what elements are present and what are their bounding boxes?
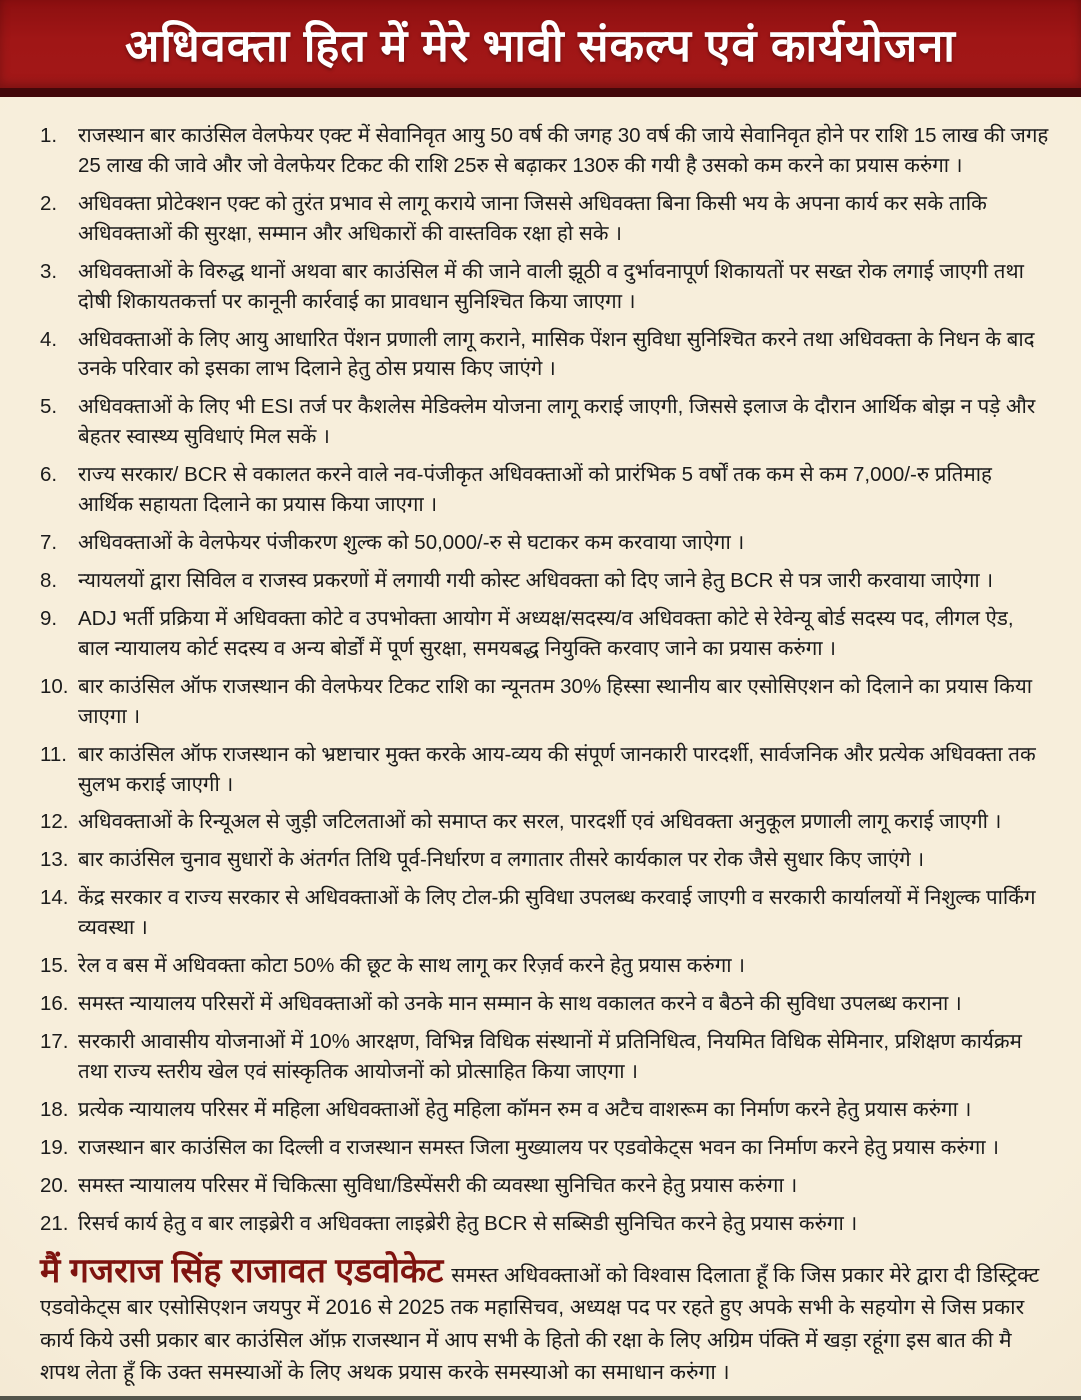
list-item (40, 1171, 1049, 1201)
list-item (40, 1027, 1049, 1087)
item-text: बार काउंसिल चुनाव सुधारों के अंतर्गत तिथि पूर्व-निर्धारण व लगातार तीसरे कार्यकाल पर रोक जैसे सुधार किए जाएंगे । (78, 848, 925, 872)
item-text: बार काउंसिल ऑफ राजस्थान की वेलफेयर टिकट राशि का न्यूनतम 30% हिस्सा स्थानीय बार एसोसिएशन को दिलाने का प्रयास किया जाएगा । (78, 674, 1033, 728)
item-number: 21. (40, 1211, 69, 1235)
item-text: सरकारी आवासीय योजनाओं में 10% आरक्षण, विभिन्न विधिक संस्थानों में प्रतिनिधित्व, नियमित विधिक सेमिनार, प्रशिक्षण कार्यक्रम तथा राज्य स्तरीय खेल एवं सांस्कृतिक आयोजनों को प्रोत्साहित किया जाएगा । (78, 1029, 1022, 1083)
item-text: केंद्र सरकार व राज्य सरकार से अधिवक्ताओं के लिए टोल-फ्री सुविधा उपलब्ध करवाई जाएगी व सरकारी कार्यालयों में निशुल्क पार्किंग व्यवस्था । (78, 886, 1036, 940)
list-item (40, 951, 1049, 981)
list-item (40, 460, 1049, 520)
item-number: 3. (40, 259, 58, 283)
item-text: अधिवक्ताओं के रिन्यूअल से जुड़ी जटिलताओं को समाप्त कर सरल, पारदर्शी एवं अधिवक्ता अनुकूल प्रणाली लागू कराई जाएगी । (78, 810, 1002, 834)
item-text: समस्त न्यायालय परिसरों में अधिवक्ताओं को उनके मान सम्मान के साथ वकालत करने व बैठने की सुविधा उपलब्ध कराना । (78, 992, 962, 1016)
list-item (40, 528, 1049, 558)
resolution-list (40, 121, 1049, 1239)
list-item (40, 1095, 1049, 1125)
item-number: 12. (40, 810, 69, 834)
item-text: प्रत्येक न्यायालय परिसर में महिला अधिवक्ताओं हेतु महिला कॉमन रुम व अटैच वाशरूम का निर्माण करने हेतु प्रयास करुंगा । (78, 1097, 972, 1121)
item-text: ADJ भर्ती प्रक्रिया में अधिवक्ता कोटे व उपभोक्ता आयोग में अध्यक्ष/सदस्य/व अधिवक्ता कोटे से रेवेन्यू बोर्ड सदस्य पद, लीगल ऐड, बाल न्यायालय कोर्ट सदस्य व अन्य बोर्डों में पूर्ण सुरक्षा, समयबद्ध नियुक्ति करवाए जाने का प्रयास करुंगा । (78, 606, 1014, 660)
item-text: अधिवक्ताओं के वेलफेयर पंजीकरण शुल्क को 50,000/-रु से घटाकर कम करवाया जाऐगा । (78, 531, 745, 555)
list-item (40, 392, 1049, 452)
item-number: 6. (40, 463, 58, 487)
list-item (40, 740, 1049, 800)
item-number: 7. (40, 531, 58, 555)
list-item (40, 257, 1049, 317)
item-number: 14. (40, 886, 69, 910)
header-divider (0, 88, 1081, 97)
list-item (40, 1133, 1049, 1163)
item-text: राजस्थान बार काउंसिल का दिल्ली व राजस्थान समस्त जिला मुख्यालय पर एडवोकेट्स भवन का निर्माण करने हेतु प्रयास करुंगा । (78, 1135, 1000, 1159)
list-item (40, 121, 1049, 181)
page-title: अधिवक्ता हित में मेरे भावी संकल्प एवं कार्ययोजना (125, 19, 956, 71)
item-text: अधिवक्ताओं के लिए भी ESI तर्ज पर कैशलेस मेडिक्लेम योजना लागू कराई जाएगी, जिससे इलाज के दौरान आर्थिक बोझ न पड़े और बेहतर स्वास्थ्य सुविधाएं मिल सकें । (78, 395, 1036, 449)
item-text: रेल व बस में अधिवक्ता कोटा 50% की छूट के साथ लागू कर रिज़र्व करने हेतु प्रयास करुंगा । (78, 954, 746, 978)
list-item (40, 807, 1049, 837)
item-text: रिसर्च कार्य हेतु व बार लाइब्रेरी व अधिवक्ता लाइब्रेरी हेतु BCR से सब्सिडी सुनिचित करने हेतु प्रयास करुंगा । (78, 1211, 858, 1235)
list-item (40, 845, 1049, 875)
item-number: 17. (40, 1029, 69, 1053)
item-number: 5. (40, 395, 58, 419)
pledge-text: समस्त अधिवक्ताओं को विश्वास दिलाता हूँ कि जिस प्रकार मेरे द्वारा दी डिस्ट्रिक्ट एडवोकेट्स बार एसोसिएशन जयपुर में 2016 से 2025 तक महासिचव, अध्यक्ष पद पर रहते हुए अपके सभी के सहयोग से जिस प्रकार कार्य किये उसी प्रकार बार काउंसिल ऑफ़ राजस्थान में आप सभी के हितो की रक्षा के लिए अग्रिम पंक्ति में खड़ा रहूंगा इस बात की मै शपथ लेता हूँ कि उक्त समस्याओं के लिए अथक प्रयास करके समस्याओ का समाधान करुंगा । (40, 1263, 1040, 1385)
candidate-name: मैं गजराज सिंह राजावत एडवोकेट (40, 1251, 444, 1290)
item-text: अधिवक्ता प्रोटेक्शन एक्ट को तुरंत प्रभाव से लागू कराये जाना जिससे अधिवक्ता बिना किसी भय के अपना कार्य कर सके ताकि अधिवक्ताओं की सुरक्षा, सम्मान और अधिकारों की वास्तविक रक्षा हो सके । (78, 191, 987, 245)
item-text: राज्य सरकार/ BCR से वकालत करने वाले नव-पंजीकृत अधिवक्ताओं को प्रारंभिक 5 वर्षों तक कम से कम 7,000/-रु प्रतिमाह आर्थिक सहायता दिलाने का प्रयास किया जाएगा । (78, 463, 992, 517)
item-text: राजस्थान बार काउंसिल वेलफेयर एक्ट में सेवानिवृत आयु 50 वर्ष की जगह 30 वर्ष की जाये सेवानिवृत होने पर राशि 15 लाख की जगह 25 लाख की जावे और जो वेलफेयर टिकट की राशि 25रु से बढ़ाकर 130रु की गयी है उसको कम करने का प्रयास करुंगा । (78, 124, 1049, 177)
item-number: 11. (40, 742, 67, 766)
list-item (40, 566, 1049, 596)
item-text: बार काउंसिल ऑफ राजस्थान को भ्रष्टाचार मुक्त करके आय-व्यय की संपूर्ण जानकारी पारदर्शी, सार्वजनिक और प्रत्येक अधिवक्ता तक सुलभ कराई जाएगी । (78, 742, 1036, 796)
item-number: 19. (40, 1135, 69, 1159)
item-number: 10. (40, 674, 69, 698)
item-number: 9. (40, 606, 58, 630)
item-number: 2. (40, 191, 58, 215)
list-item (40, 325, 1049, 385)
list-item (40, 1209, 1049, 1239)
list-item (40, 989, 1049, 1019)
item-number: 8. (40, 568, 58, 592)
header-banner (0, 0, 1081, 88)
item-text: समस्त न्यायालय परिसर में चिकित्सा सुविधा/डिस्पेंसरी की व्यवस्था सुनिचित करने हेतु प्रयास करुंगा । (78, 1173, 798, 1197)
footer-pledge-paragraph (40, 1253, 1049, 1390)
item-number: 20. (40, 1173, 69, 1197)
item-number: 15. (40, 954, 69, 978)
item-number: 13. (40, 848, 69, 872)
item-number: 16. (40, 992, 69, 1016)
item-number: 18. (40, 1097, 69, 1121)
list-item (40, 189, 1049, 249)
list-item (40, 604, 1049, 664)
item-number: 4. (40, 327, 58, 351)
main-content (0, 97, 1081, 1390)
list-item (40, 672, 1049, 732)
item-text: अधिवक्ताओं के विरुद्ध थानों अथवा बार काउंसिल में की जाने वाली झूठी व दुर्भावनापूर्ण शिकायतों पर सख्त रोक लगाई जाएगी तथा दोषी शिकायतकर्त्ता पर कानूनी कार्रवाई का प्रावधान सुनिश्चित किया जाएगा । (78, 259, 1024, 313)
list-item (40, 883, 1049, 943)
item-text: न्यायलयों द्वारा सिविल व राजस्व प्रकरणों में लगायी गयी कोस्ट अधिवक्ता को दिए जाने हेतु BCR से पत्र जारी करवाया जाऐगा । (78, 568, 994, 592)
page-bottom-edge (0, 1396, 1081, 1400)
item-number: 1. (40, 124, 58, 147)
item-text: अधिवक्ताओं के लिए आयु आधारित पेंशन प्रणाली लागू कराने, मासिक पेंशन सुविधा सुनिश्चित करने तथा अधिवक्ता के निधन के बाद उनके परिवार को इसका लाभ दिलाने हेतु ठोस प्रयास किए जाएंगे । (78, 327, 1035, 381)
